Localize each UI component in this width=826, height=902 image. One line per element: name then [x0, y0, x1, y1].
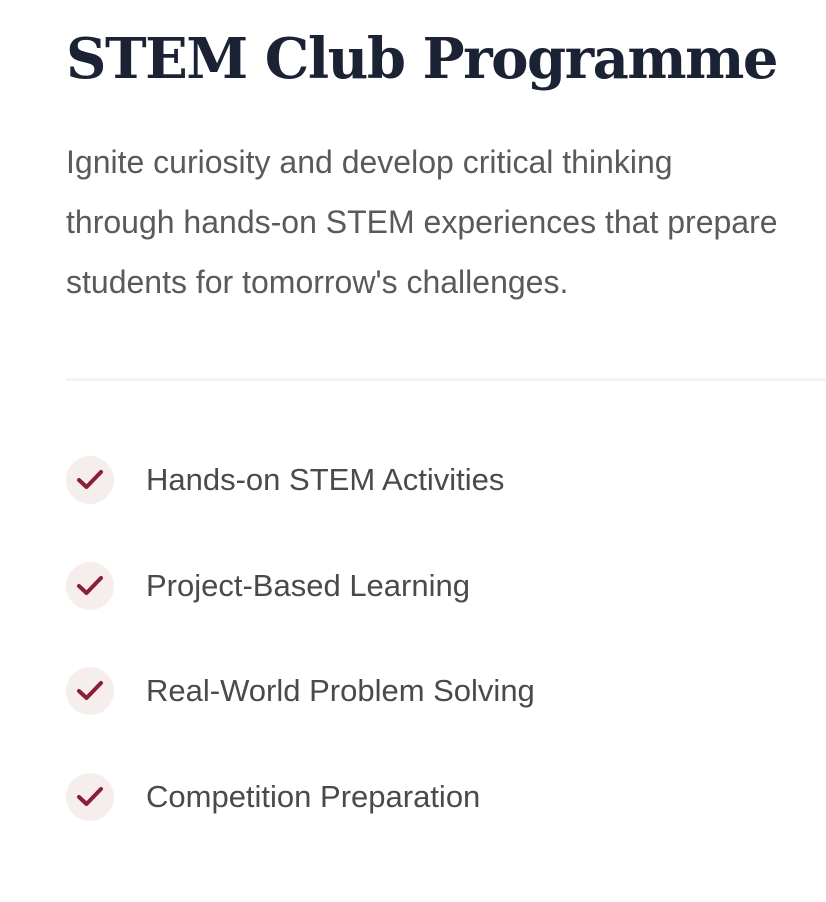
programme-section	[66, 0, 826, 312]
check-icon	[66, 667, 114, 715]
section-divider	[66, 378, 826, 381]
page-title: STEM Club Programme	[66, 26, 778, 92]
feature-item-real-world-problem-solving	[66, 666, 535, 716]
check-icon	[66, 562, 114, 610]
feature-label: Hands-on STEM Activities	[146, 462, 505, 497]
feature-item-hands-on-stem-activities	[66, 455, 535, 505]
feature-item-project-based-learning	[66, 561, 535, 611]
feature-label: Competition Preparation	[146, 778, 481, 814]
feature-label: Project-Based Learning	[146, 567, 470, 603]
check-icon	[66, 456, 114, 504]
check-icon	[66, 773, 114, 821]
feature-label: Real-World Problem Solving	[146, 673, 535, 708]
feature-item-competition-preparation	[66, 772, 535, 822]
feature-list	[66, 455, 535, 877]
programme-description: Ignite curiosity and develop critical thinking through hands-on STEM experiences that prepare students for tomorrow's challenges.	[66, 144, 778, 300]
